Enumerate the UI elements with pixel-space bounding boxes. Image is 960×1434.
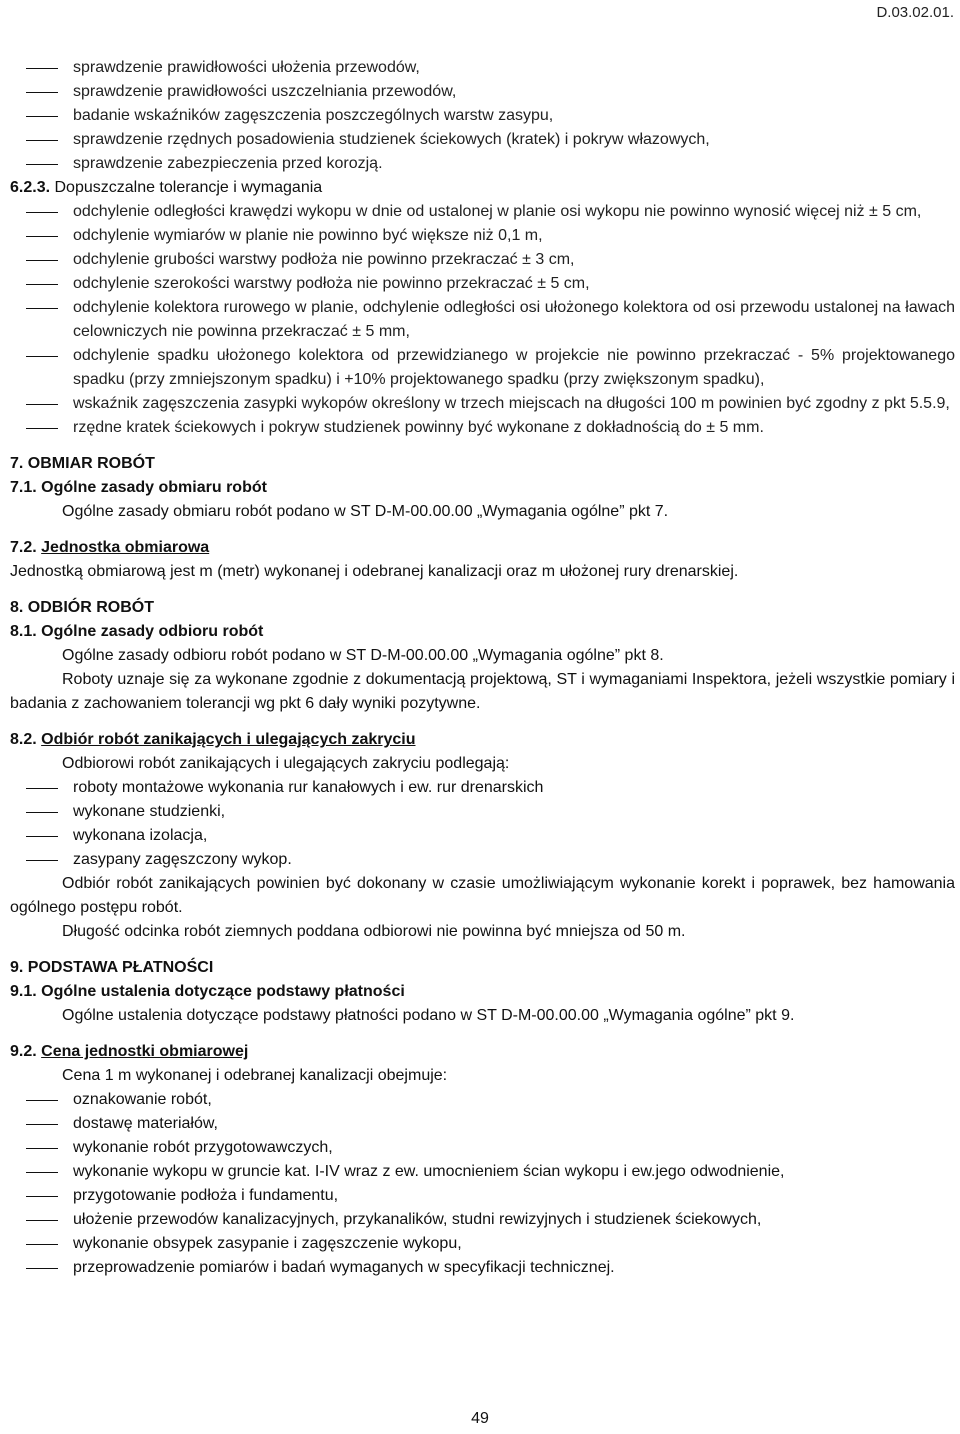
section-8-2-heading bbox=[10, 728, 955, 752]
section-7-2-text: Jednostką obmiarową jest m (metr) wykonanej i odebranej kanalizacji oraz m ułożonej rury drenarskiej. bbox=[10, 563, 739, 580]
section-number: 7.1. bbox=[10, 479, 37, 496]
list-item: sprawdzenie zabezpieczenia przed korozją. bbox=[10, 152, 955, 176]
section-7-1-heading bbox=[10, 476, 955, 500]
section-7-heading: 7. OBMIAR ROBÓT bbox=[10, 455, 155, 472]
price-components-list bbox=[10, 1088, 955, 1280]
section-8-2-length-text: Długość odcinka robót ziemnych poddana odbiorowi nie powinna być mniejsza od 50 m. bbox=[62, 923, 686, 940]
list-item: roboty montażowe wykonania rur kanałowych i ew. rur drenarskich bbox=[10, 776, 955, 800]
section-9-1-text: Ogólne ustalenia dotyczące podstawy płatności podano w ST D-M-00.00.00 „Wymagania ogólne” pkt 9. bbox=[62, 1007, 795, 1024]
document-code: D.03.02.01. bbox=[876, 4, 954, 21]
section-8-1-heading bbox=[10, 620, 955, 644]
section-8-heading: 8. ODBIÓR ROBÓT bbox=[10, 599, 155, 616]
list-item: odchylenie wymiarów w planie nie powinno być większe niż 0,1 m, bbox=[10, 224, 955, 248]
list-item: wskaźnik zagęszczenia zasypki wykopów określony w trzech miejscach na długości 100 m powinien być zgodny z pkt 5.5.9, bbox=[10, 392, 955, 416]
list-item: wykonana izolacja, bbox=[10, 824, 955, 848]
section-number: 6.2.3. bbox=[10, 179, 51, 196]
section-9-2-intro: Cena 1 m wykonanej i odebranej kanalizacji obejmuje: bbox=[62, 1067, 448, 1084]
section-7-1-text: Ogólne zasady obmiaru robót podano w ST D-M-00.00.00 „Wymagania ogólne” pkt 7. bbox=[62, 503, 669, 520]
list-item: przeprowadzenie pomiarów i badań wymaganych w specyfikacji technicznej. bbox=[10, 1256, 955, 1280]
section-title: Ogólne zasady odbioru robót bbox=[41, 623, 264, 640]
section-title: Ogólne ustalenia dotyczące podstawy płatności bbox=[41, 983, 405, 1000]
list-item: odchylenie spadku ułożonego kolektora od przewidzianego w projekcie nie powinno przekraczać - 5% projektowanego spadku (przy zmniejszonym spadku) i +10% projektowanego spadku (przy zwiększonym spadku), bbox=[10, 344, 955, 392]
list-item: zasypany zagęszczony wykop. bbox=[10, 848, 955, 872]
list-item: oznakowanie robót, bbox=[10, 1088, 955, 1112]
list-item: badanie wskaźników zagęszczenia poszczególnych warstw zasypu, bbox=[10, 104, 955, 128]
covered-works-list bbox=[10, 776, 955, 872]
list-item: rzędne kratek ściekowych i pokryw studzienek powinny być wykonane z dokładnością do ± 5 mm. bbox=[10, 416, 955, 440]
list-item: wykonane studzienki, bbox=[10, 800, 955, 824]
section-7-2-heading bbox=[10, 536, 955, 560]
list-item: przygotowanie podłoża i fundamentu, bbox=[10, 1184, 955, 1208]
page-content bbox=[10, 56, 955, 1280]
section-9-1-heading bbox=[10, 980, 955, 1004]
section-title: Jednostka obmiarowa bbox=[41, 539, 210, 556]
section-6-2-3-heading bbox=[10, 176, 955, 200]
section-title: Dopuszczalne tolerancje i wymagania bbox=[54, 179, 323, 196]
section-title: Cena jednostki obmiarowej bbox=[41, 1043, 249, 1060]
section-8-1-paragraph: Roboty uznaje się za wykonane zgodnie z dokumentacją projektową, ST i wymaganiami Inspektora, jeżeli wszystkie pomiary i badania z zachowaniem tolerancji wg pkt 6 dały wyniki pozytywne. bbox=[10, 671, 955, 712]
section-8-1-text: Ogólne zasady odbioru robót podano w ST D-M-00.00.00 „Wymagania ogólne” pkt 8. bbox=[62, 647, 664, 664]
section-8-2-intro: Odbiorowi robót zanikających i ulegających zakryciu podlegają: bbox=[62, 755, 510, 772]
section-number: 8.1. bbox=[10, 623, 37, 640]
list-item: wykonanie wykopu w gruncie kat. I-IV wraz z ew. umocnieniem ścian wykopu i ew.jego odwodnienie, bbox=[10, 1160, 955, 1184]
list-item: sprawdzenie rzędnych posadowienia studzienek ściekowych (kratek) i pokryw włazowych, bbox=[10, 128, 955, 152]
section-9-2-heading bbox=[10, 1040, 955, 1064]
list-item: odchylenie kolektora rurowego w planie, odchylenie odległości osi ułożonego kolektora od osi przewodu ustalonej na ławach celowniczych nie powinna przekraczać ± 5 mm, bbox=[10, 296, 955, 344]
list-item: ułożenie przewodów kanalizacyjnych, przykanalików, studni rewizyjnych i studzienek ściekowych, bbox=[10, 1208, 955, 1232]
section-number: 9.1. bbox=[10, 983, 37, 1000]
list-item: odchylenie odległości krawędzi wykopu w dnie od ustalonej w planie osi wykopu nie powinno wynosić więcej niż ± 5 cm, bbox=[10, 200, 955, 224]
list-item: odchylenie szerokości warstwy podłoża nie powinno przekraczać ± 5 cm, bbox=[10, 272, 955, 296]
checks-list bbox=[10, 56, 955, 176]
list-item: dostawę materiałów, bbox=[10, 1112, 955, 1136]
section-number: 9.2. bbox=[10, 1043, 37, 1060]
section-number: 8.2. bbox=[10, 731, 37, 748]
list-item: wykonanie robót przygotowawczych, bbox=[10, 1136, 955, 1160]
list-item: wykonanie obsypek zasypanie i zagęszczenie wykopu, bbox=[10, 1232, 955, 1256]
page-number: 49 bbox=[471, 1410, 489, 1427]
list-item: sprawdzenie prawidłowości uszczelniania przewodów, bbox=[10, 80, 955, 104]
section-title: Odbiór robót zanikających i ulegających zakryciu bbox=[41, 731, 416, 748]
tolerances-list bbox=[10, 200, 955, 440]
section-8-2-paragraph: Odbiór robót zanikających powinien być dokonany w czasie umożliwiającym wykonanie korekt i poprawek, bez hamowania ogólnego postępu robót. bbox=[10, 875, 955, 916]
section-title: Ogólne zasady obmiaru robót bbox=[41, 479, 267, 496]
section-number: 7.2. bbox=[10, 539, 37, 556]
section-9-heading: 9. PODSTAWA PŁATNOŚCI bbox=[10, 959, 214, 976]
list-item: sprawdzenie prawidłowości ułożenia przewodów, bbox=[10, 56, 955, 80]
list-item: odchylenie grubości warstwy podłoża nie powinno przekraczać ± 3 cm, bbox=[10, 248, 955, 272]
